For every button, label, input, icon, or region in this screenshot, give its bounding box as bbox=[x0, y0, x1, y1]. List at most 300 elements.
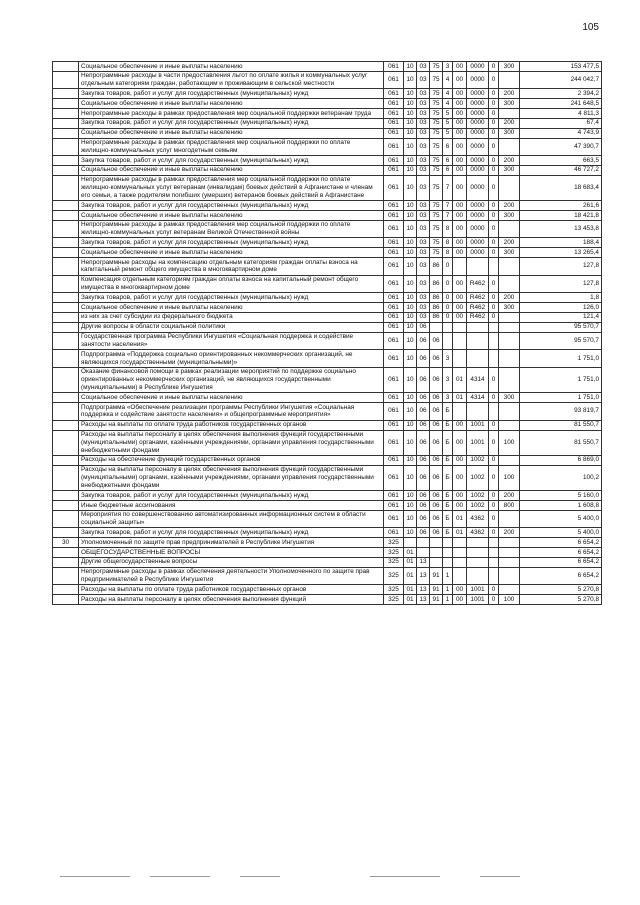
code-subsection: 03 bbox=[417, 109, 430, 119]
code-program: 75 bbox=[430, 128, 443, 138]
table-row bbox=[53, 201, 602, 211]
code-section bbox=[404, 538, 417, 548]
code-direction: 0000 bbox=[467, 220, 489, 238]
code-extra: 0 bbox=[489, 128, 499, 138]
code-expense-type bbox=[499, 420, 520, 430]
row-number bbox=[53, 548, 79, 558]
row-amount: 13 265,4 bbox=[520, 248, 602, 258]
code-expense-type: 300 bbox=[499, 303, 520, 313]
row-description: Компенсация отдельным категориям граждан оплаты взноса на капитальный ремонт общего имущества в многоквартирном доме bbox=[79, 275, 384, 293]
code-program: 06 bbox=[430, 403, 443, 421]
code-program: 75 bbox=[430, 109, 443, 119]
code-subsection: 03 bbox=[417, 175, 430, 200]
row-description: Закупка товаров, работ и услуг для государственных (муниципальных) нужд bbox=[79, 89, 384, 99]
code-ministry: 061 bbox=[384, 293, 404, 303]
row-number bbox=[53, 118, 79, 128]
row-description: Социальное обеспечение и иные выплаты населению bbox=[79, 99, 384, 109]
code-program: 75 bbox=[430, 248, 443, 258]
row-description: Другие общегосударственные вопросы bbox=[79, 557, 384, 567]
code-extra bbox=[489, 403, 499, 421]
code-program: 06 bbox=[430, 465, 443, 490]
row-description: Подпрограмма «Обеспечение реализации программы Республики Ингушетия «Социальная поддержка и содействие занятости населения» и общепрограммные мероприятия» bbox=[79, 403, 384, 421]
code-section: 10 bbox=[404, 322, 417, 332]
code-subsection bbox=[417, 548, 430, 558]
code-expense-type: 200 bbox=[499, 528, 520, 538]
row-amount: 6 654,2 bbox=[520, 538, 602, 548]
row-number bbox=[53, 312, 79, 322]
row-description: Социальное обеспечение и иные выплаты населению bbox=[79, 211, 384, 221]
code-program: 06 bbox=[430, 430, 443, 455]
code-direction: R462 bbox=[467, 312, 489, 322]
code-section: 01 bbox=[404, 585, 417, 595]
row-description: Социальное обеспечение и иные выплаты населению bbox=[79, 165, 384, 175]
code-program: 75 bbox=[430, 138, 443, 156]
code-subprogram: Б bbox=[443, 510, 453, 528]
code-direction: 4314 bbox=[467, 367, 489, 392]
code-direction: 1001 bbox=[467, 595, 489, 605]
row-amount: 6 654,2 bbox=[520, 557, 602, 567]
code-section: 10 bbox=[404, 303, 417, 313]
code-expense-type bbox=[499, 367, 520, 392]
footer-rule bbox=[370, 876, 440, 877]
code-subsection: 03 bbox=[417, 211, 430, 221]
code-direction: 4314 bbox=[467, 393, 489, 403]
code-extra: 0 bbox=[489, 393, 499, 403]
code-section: 10 bbox=[404, 71, 417, 89]
code-subsection: 03 bbox=[417, 62, 430, 72]
table-row bbox=[53, 420, 602, 430]
code-extra: 0 bbox=[489, 99, 499, 109]
code-subsection: 03 bbox=[417, 89, 430, 99]
code-expense-type bbox=[499, 510, 520, 528]
code-main-activity: 00 bbox=[453, 312, 467, 322]
table-row bbox=[53, 567, 602, 585]
code-subprogram: 0 bbox=[443, 293, 453, 303]
code-extra: 0 bbox=[489, 293, 499, 303]
code-subsection: 06 bbox=[417, 420, 430, 430]
code-expense-type bbox=[499, 322, 520, 332]
code-expense-type bbox=[499, 548, 520, 558]
code-section: 10 bbox=[404, 403, 417, 421]
code-program bbox=[430, 538, 443, 548]
row-number bbox=[53, 175, 79, 200]
row-amount: 93 819,7 bbox=[520, 403, 602, 421]
table-row bbox=[53, 118, 602, 128]
code-direction: 0000 bbox=[467, 156, 489, 166]
code-program: 06 bbox=[430, 510, 443, 528]
code-direction: 1002 bbox=[467, 465, 489, 490]
code-subprogram: 0 bbox=[443, 275, 453, 293]
code-expense-type bbox=[499, 350, 520, 368]
row-amount: 2 394,2 bbox=[520, 89, 602, 99]
code-ministry: 061 bbox=[384, 465, 404, 490]
row-amount: 121,4 bbox=[520, 312, 602, 322]
code-extra bbox=[489, 350, 499, 368]
code-ministry: 061 bbox=[384, 420, 404, 430]
row-amount: 100,2 bbox=[520, 465, 602, 490]
code-subsection: 06 bbox=[417, 393, 430, 403]
code-extra: 0 bbox=[489, 62, 499, 72]
code-section: 01 bbox=[404, 595, 417, 605]
code-expense-type: 100 bbox=[499, 595, 520, 605]
row-description: Закупка товаров, работ и услуг для государственных (муниципальных) нужд bbox=[79, 118, 384, 128]
code-program bbox=[430, 322, 443, 332]
row-number bbox=[53, 420, 79, 430]
code-main-activity bbox=[453, 548, 467, 558]
row-number bbox=[53, 510, 79, 528]
code-extra: 0 bbox=[489, 303, 499, 313]
code-extra bbox=[489, 557, 499, 567]
code-direction: 1001 bbox=[467, 585, 489, 595]
row-number bbox=[53, 455, 79, 465]
code-extra: 0 bbox=[489, 430, 499, 455]
code-section: 10 bbox=[404, 248, 417, 258]
code-direction bbox=[467, 557, 489, 567]
code-ministry: 061 bbox=[384, 211, 404, 221]
code-main-activity: 00 bbox=[453, 165, 467, 175]
row-number: 30 bbox=[53, 538, 79, 548]
code-section: 10 bbox=[404, 465, 417, 490]
code-direction: 0000 bbox=[467, 138, 489, 156]
code-subsection: 13 bbox=[417, 567, 430, 585]
code-section: 10 bbox=[404, 455, 417, 465]
code-ministry: 061 bbox=[384, 156, 404, 166]
code-subprogram: 3 bbox=[443, 62, 453, 72]
code-expense-type: 800 bbox=[499, 501, 520, 511]
row-amount: 127,8 bbox=[520, 258, 602, 276]
code-subsection: 13 bbox=[417, 585, 430, 595]
code-ministry: 061 bbox=[384, 510, 404, 528]
code-subsection: 03 bbox=[417, 165, 430, 175]
code-subprogram: 4 bbox=[443, 89, 453, 99]
row-number bbox=[53, 258, 79, 276]
code-subprogram bbox=[443, 548, 453, 558]
code-extra: 0 bbox=[489, 420, 499, 430]
code-subsection: 13 bbox=[417, 557, 430, 567]
footer-rule bbox=[480, 876, 520, 877]
row-description: Закупка товаров, работ и услуг для государственных (муниципальных) нужд bbox=[79, 156, 384, 166]
code-ministry: 061 bbox=[384, 491, 404, 501]
code-extra: 0 bbox=[489, 156, 499, 166]
row-amount: 18 683,4 bbox=[520, 175, 602, 200]
code-subsection: 06 bbox=[417, 528, 430, 538]
row-description: Мероприятия по совершенствованию автоматизированных информационных систем в области социальной защиты» bbox=[79, 510, 384, 528]
table-row bbox=[53, 238, 602, 248]
row-number bbox=[53, 248, 79, 258]
code-section: 10 bbox=[404, 491, 417, 501]
row-number bbox=[53, 430, 79, 455]
row-description: Закупка товаров, работ и услуг для государственных (муниципальных) нужд bbox=[79, 293, 384, 303]
code-ministry: 061 bbox=[384, 118, 404, 128]
code-section: 10 bbox=[404, 201, 417, 211]
code-section: 10 bbox=[404, 220, 417, 238]
code-expense-type: 200 bbox=[499, 156, 520, 166]
table-row bbox=[53, 138, 602, 156]
row-description: Непрограммные расходы в рамках предоставления мер социальной поддержки по оплате жилищно-коммунальных услуг многодетным семьям bbox=[79, 138, 384, 156]
code-ministry: 325 bbox=[384, 595, 404, 605]
code-direction: 1001 bbox=[467, 430, 489, 455]
row-description: Подпрограмма «Поддержка социально ориентированных некоммерческих организаций, не являющихся государственными (муниципальными)» bbox=[79, 350, 384, 368]
code-subsection: 03 bbox=[417, 303, 430, 313]
code-main-activity bbox=[453, 567, 467, 585]
code-direction: 1001 bbox=[467, 420, 489, 430]
code-ministry: 061 bbox=[384, 258, 404, 276]
code-ministry: 061 bbox=[384, 89, 404, 99]
row-amount: 5 160,0 bbox=[520, 491, 602, 501]
code-program: 75 bbox=[430, 99, 443, 109]
budget-table bbox=[52, 61, 602, 605]
code-extra: 0 bbox=[489, 465, 499, 490]
code-section: 10 bbox=[404, 420, 417, 430]
code-program: 75 bbox=[430, 201, 443, 211]
code-subprogram: 6 bbox=[443, 165, 453, 175]
code-main-activity: 00 bbox=[453, 465, 467, 490]
code-subsection: 06 bbox=[417, 465, 430, 490]
code-section: 10 bbox=[404, 332, 417, 350]
code-program: 06 bbox=[430, 455, 443, 465]
code-expense-type: 300 bbox=[499, 99, 520, 109]
row-number bbox=[53, 238, 79, 248]
code-section: 01 bbox=[404, 557, 417, 567]
row-amount: 241 648,5 bbox=[520, 99, 602, 109]
code-program: 75 bbox=[430, 71, 443, 89]
code-ministry: 325 bbox=[384, 585, 404, 595]
code-program bbox=[430, 548, 443, 558]
code-ministry: 061 bbox=[384, 303, 404, 313]
code-section: 10 bbox=[404, 501, 417, 511]
code-ministry: 061 bbox=[384, 165, 404, 175]
code-subsection: 03 bbox=[417, 248, 430, 258]
row-description: Социальное обеспечение и иные выплаты населению bbox=[79, 62, 384, 72]
row-amount: 244 042,7 bbox=[520, 71, 602, 89]
code-extra: 0 bbox=[489, 118, 499, 128]
code-ministry: 061 bbox=[384, 138, 404, 156]
code-section: 10 bbox=[404, 211, 417, 221]
code-expense-type: 200 bbox=[499, 118, 520, 128]
row-number bbox=[53, 585, 79, 595]
row-number bbox=[53, 491, 79, 501]
code-direction: 1002 bbox=[467, 491, 489, 501]
code-direction: 0000 bbox=[467, 99, 489, 109]
code-extra: 0 bbox=[489, 367, 499, 392]
row-description: Закупка товаров, работ и услуг для государственных (муниципальных) нужд bbox=[79, 238, 384, 248]
code-subprogram bbox=[443, 538, 453, 548]
row-description: Другие вопросы в области социальной политики bbox=[79, 322, 384, 332]
row-amount: 95 570,7 bbox=[520, 322, 602, 332]
row-description: Социальное обеспечение и иные выплаты населению bbox=[79, 393, 384, 403]
code-main-activity: 00 bbox=[453, 248, 467, 258]
row-description: Расходы на выплаты по оплате труда работников государственных органов bbox=[79, 585, 384, 595]
code-expense-type: 200 bbox=[499, 89, 520, 99]
row-description: Непрограммные расходы в рамках предоставления мер социальной поддержки ветеранам труда bbox=[79, 109, 384, 119]
code-section: 01 bbox=[404, 548, 417, 558]
code-expense-type: 300 bbox=[499, 248, 520, 258]
code-program: 86 bbox=[430, 275, 443, 293]
table-row bbox=[53, 109, 602, 119]
row-description: Непрограммные расходы на компенсацию отдельным категориям граждан оплаты взноса на капитальный ремонт общего имущества в многоквартирном доме bbox=[79, 258, 384, 276]
code-extra: 0 bbox=[489, 109, 499, 119]
code-main-activity: 00 bbox=[453, 275, 467, 293]
code-subsection: 03 bbox=[417, 220, 430, 238]
table-row bbox=[53, 99, 602, 109]
code-subprogram: Б bbox=[443, 465, 453, 490]
row-amount: 261,6 bbox=[520, 201, 602, 211]
row-number bbox=[53, 138, 79, 156]
table-row bbox=[53, 393, 602, 403]
code-main-activity: 00 bbox=[453, 491, 467, 501]
code-program: 06 bbox=[430, 393, 443, 403]
code-extra bbox=[489, 322, 499, 332]
code-direction: 0000 bbox=[467, 211, 489, 221]
code-ministry: 061 bbox=[384, 175, 404, 200]
code-section: 10 bbox=[404, 99, 417, 109]
row-description: Непрограммные расходы в части предоставления льгот по оплате жилья и коммунальных услуг отдельным категориям граждан, работающим и проживающим в сельской местности bbox=[79, 71, 384, 89]
code-main-activity: 00 bbox=[453, 128, 467, 138]
table-row bbox=[53, 557, 602, 567]
table-row bbox=[53, 258, 602, 276]
code-extra: 0 bbox=[489, 71, 499, 89]
code-expense-type: 200 bbox=[499, 201, 520, 211]
footer-rule bbox=[150, 876, 210, 877]
code-main-activity: 00 bbox=[453, 201, 467, 211]
code-section: 10 bbox=[404, 275, 417, 293]
code-program: 91 bbox=[430, 595, 443, 605]
code-extra: 0 bbox=[489, 175, 499, 200]
code-section: 10 bbox=[404, 156, 417, 166]
code-subsection: 06 bbox=[417, 403, 430, 421]
code-expense-type bbox=[499, 585, 520, 595]
code-extra bbox=[489, 548, 499, 558]
code-expense-type bbox=[499, 138, 520, 156]
code-subprogram: 4 bbox=[443, 99, 453, 109]
code-main-activity: 00 bbox=[453, 501, 467, 511]
row-number bbox=[53, 501, 79, 511]
row-number bbox=[53, 109, 79, 119]
code-ministry: 325 bbox=[384, 538, 404, 548]
code-main-activity: 00 bbox=[453, 585, 467, 595]
row-amount: 81 550,7 bbox=[520, 420, 602, 430]
code-ministry: 061 bbox=[384, 128, 404, 138]
code-subprogram: 6 bbox=[443, 156, 453, 166]
code-direction: 4362 bbox=[467, 528, 489, 538]
code-section: 01 bbox=[404, 567, 417, 585]
code-extra: 0 bbox=[489, 275, 499, 293]
code-section: 10 bbox=[404, 89, 417, 99]
code-subprogram: Б bbox=[443, 430, 453, 455]
row-amount: 67,4 bbox=[520, 118, 602, 128]
row-description: из них за счет субсидии из федерального бюджета bbox=[79, 312, 384, 322]
code-section: 10 bbox=[404, 393, 417, 403]
code-main-activity: 00 bbox=[453, 430, 467, 455]
code-main-activity: 00 bbox=[453, 138, 467, 156]
code-ministry: 061 bbox=[384, 430, 404, 455]
row-amount: 1 751,0 bbox=[520, 350, 602, 368]
code-subprogram: 7 bbox=[443, 175, 453, 200]
row-description: Расходы на выплаты персоналу в целях обеспечения выполнения функций государственными (муниципальными) органами, казёнными учреждениями, органами управления государственными внебюджетными фондами bbox=[79, 465, 384, 490]
row-number bbox=[53, 156, 79, 166]
table-row bbox=[53, 528, 602, 538]
code-subsection: 03 bbox=[417, 118, 430, 128]
code-subsection: 03 bbox=[417, 258, 430, 276]
table-row bbox=[53, 332, 602, 350]
code-subsection: 03 bbox=[417, 99, 430, 109]
code-subsection: 06 bbox=[417, 322, 430, 332]
code-ministry: 061 bbox=[384, 109, 404, 119]
code-subprogram: Б bbox=[443, 501, 453, 511]
code-direction bbox=[467, 538, 489, 548]
code-subprogram: 8 bbox=[443, 238, 453, 248]
row-description: Уполномоченный по защите прав предпринимателей в Республике Ингушетия bbox=[79, 538, 384, 548]
code-program: 75 bbox=[430, 211, 443, 221]
code-extra: 0 bbox=[489, 211, 499, 221]
row-number bbox=[53, 128, 79, 138]
code-section: 10 bbox=[404, 312, 417, 322]
table-row bbox=[53, 491, 602, 501]
code-ministry: 061 bbox=[384, 393, 404, 403]
code-program: 86 bbox=[430, 312, 443, 322]
code-direction: 4362 bbox=[467, 510, 489, 528]
code-program: 86 bbox=[430, 303, 443, 313]
row-amount: 81 550,7 bbox=[520, 430, 602, 455]
code-program: 91 bbox=[430, 567, 443, 585]
row-description: Непрограммные расходы в рамках предоставления мер социальной поддержки по оплате жилищно-коммунальных услуг ветеранам Великой Отечественной войны bbox=[79, 220, 384, 238]
table-row bbox=[53, 220, 602, 238]
code-main-activity bbox=[453, 258, 467, 276]
code-direction bbox=[467, 403, 489, 421]
row-description: Иные бюджетные ассигнования bbox=[79, 501, 384, 511]
row-amount: 1 608,8 bbox=[520, 501, 602, 511]
code-direction: 1002 bbox=[467, 501, 489, 511]
table-row bbox=[53, 62, 602, 72]
table-row bbox=[53, 211, 602, 221]
code-direction: 1002 bbox=[467, 455, 489, 465]
code-main-activity: 00 bbox=[453, 211, 467, 221]
row-number bbox=[53, 322, 79, 332]
row-amount: 6 869,0 bbox=[520, 455, 602, 465]
code-expense-type: 300 bbox=[499, 211, 520, 221]
code-direction: 0000 bbox=[467, 62, 489, 72]
code-main-activity: 00 bbox=[453, 293, 467, 303]
row-description: Оказание финансовой помощи в рамках реализации мероприятий по поддержке социально ориентированных некоммерческих организаций, не являющихся государственными (муниципальными) в Республике Ингушетия bbox=[79, 367, 384, 392]
code-program: 75 bbox=[430, 62, 443, 72]
code-extra bbox=[489, 567, 499, 585]
table-row bbox=[53, 248, 602, 258]
code-main-activity: 00 bbox=[453, 89, 467, 99]
table-row bbox=[53, 175, 602, 200]
code-section: 10 bbox=[404, 528, 417, 538]
code-program: 06 bbox=[430, 501, 443, 511]
code-extra bbox=[489, 332, 499, 350]
row-amount: 153 477,5 bbox=[520, 62, 602, 72]
code-extra: 0 bbox=[489, 510, 499, 528]
code-extra: 0 bbox=[489, 89, 499, 99]
code-ministry: 061 bbox=[384, 367, 404, 392]
code-main-activity: 00 bbox=[453, 303, 467, 313]
code-ministry: 061 bbox=[384, 403, 404, 421]
table-row bbox=[53, 501, 602, 511]
code-subprogram: Б bbox=[443, 491, 453, 501]
row-number bbox=[53, 332, 79, 350]
code-program bbox=[430, 557, 443, 567]
code-subprogram: 3 bbox=[443, 367, 453, 392]
row-number bbox=[53, 165, 79, 175]
code-subprogram: 6 bbox=[443, 138, 453, 156]
row-number bbox=[53, 303, 79, 313]
code-subprogram: 5 bbox=[443, 109, 453, 119]
code-main-activity: 00 bbox=[453, 175, 467, 200]
code-main-activity: 00 bbox=[453, 455, 467, 465]
table-row bbox=[53, 595, 602, 605]
